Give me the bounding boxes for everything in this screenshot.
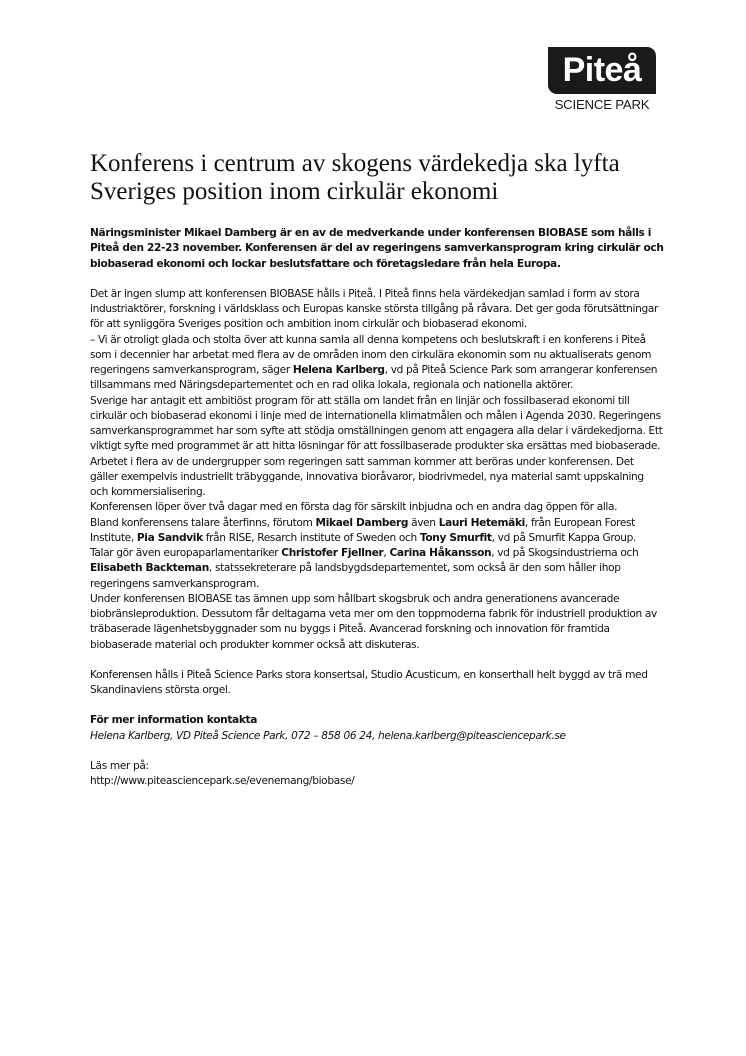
- person-name: Lauri Hetemäki: [438, 516, 525, 529]
- body-paragraph: [90, 333, 664, 394]
- body-paragraph: [90, 546, 664, 592]
- read-more-label: Läs mer på:: [90, 759, 149, 772]
- press-release-body: [90, 226, 664, 789]
- text-run: Det är ingen slump att konferensen BIOBASE hålls i Piteå. I Piteå finns hela värdekedjan samlad i form av stora industriaktörer, forskning i världsklass och Europas kanske största tillgång på råvara. Det ger goda förutsättningar för att synliggöra Sveriges position och ambition inom cirkulär och biobaserad ekonomi.: [90, 287, 659, 331]
- text-run: Sverige har antagit ett ambitiöst program för att ställa om landet från en linjär och fossilbaserad ekonomi till cirkulär och biobaserad ekonomi i linje med de internationella klimatmålen och målen i Agenda 2030. Regeringens samverkansprogrammet har som syfte att stödja omställningen genom att engagera alla delar i värdekedjorna. Ett viktigt syfte med programmet är att hitta lösningar för att fossilbaserade produkter ska ersättas med biobaserade.: [90, 394, 663, 453]
- text-run: Konferensen hålls i Piteå Science Parks stora konsertsal, Studio Acusticum, en konserthall helt byggd av trä med Skandinaviens största orgel.: [90, 668, 648, 696]
- contact-heading: För mer information kontakta: [90, 714, 258, 727]
- text-run: , från European Forest Institute,: [90, 516, 635, 544]
- body-paragraph: [90, 516, 664, 547]
- pitea-science-park-logo: [548, 47, 656, 112]
- headline: Konferens i centrum av skogens värdekedja ska lyfta Sveriges position inom cirkulär ekonomi: [90, 150, 620, 205]
- person-name: Carina Håkansson: [389, 547, 492, 559]
- text-run: , vd på Skogsindustrierna och: [491, 547, 639, 559]
- text-run: , vd på Smurfit Kappa Group.: [491, 531, 637, 544]
- text-run: Bland konferensens talare återfinns, förutom: [90, 516, 316, 529]
- lead-paragraph: Näringsminister Mikael Damberg är en av de medverkande under konferensen BIOBASE som hålls i Piteå den 22-23 november. Konferensen är del av regeringens samverkansprogram kring cirkulär och biobaserad ekonomi och lockar beslutsfattare och företagsledare från hela Europa.: [90, 227, 664, 270]
- person-name: Pia Sandvik: [136, 531, 203, 544]
- body-paragraph: [90, 455, 664, 501]
- person-name: Elisabeth Backteman: [90, 562, 209, 575]
- body-paragraph: [90, 287, 664, 333]
- body-paragraphs: [90, 287, 664, 699]
- contact-details: Helena Karlberg, VD Piteå Science Park, 072 – 858 06 24, helena.karlberg@piteasciencepark.se: [90, 729, 566, 742]
- read-more-link[interactable]: http://www.piteasciencepark.se/evenemang/biobase/: [90, 775, 355, 787]
- text-run: , vd på Piteå Science Park som arrangerar konferensen tillsammans med Näringsdepartementet och en rad olika lokala, regionala och nationella aktörer.: [90, 364, 658, 392]
- person-name: Helena Karlberg: [292, 364, 385, 376]
- logo-wordmark: Piteå: [548, 47, 656, 94]
- person-name: Mikael Damberg: [315, 516, 409, 529]
- body-paragraph: [90, 500, 664, 515]
- text-run: – Vi är otroligt glada och stolta över att kunna samla all denna kompetens och beslutskraft i en konferens i Piteå som i decennier har arbetat med flera av de områden inom den cirkulära ekonomin som nu aktualiserats genom regeringens samverkansprogram, säger: [90, 333, 652, 376]
- person-name: Tony Smurfit: [419, 531, 492, 544]
- body-paragraph: [90, 592, 664, 653]
- text-run: ,: [383, 547, 390, 559]
- logo-subtitle: SCIENCE PARK: [554, 97, 650, 112]
- text-run: även: [408, 516, 439, 529]
- body-paragraph: [90, 394, 664, 455]
- text-run: Konferensen löper över två dagar med en första dag för särskilt inbjudna och en andra dag öppen för alla.: [90, 501, 618, 514]
- person-name: Christofer Fjellner: [281, 547, 384, 559]
- text-run: , statssekreterare på landsbygdsdepartementet, som också är den som håller ihop regeringens samverkansprogram.: [90, 562, 621, 590]
- text-run: från RISE, Resarch institute of Sweden och: [202, 531, 420, 544]
- text-run: Arbetet i flera av de undergrupper som regeringen satt samman kommer att beröras under konferensen. Det gäller exempelvis industriellt träbyggande, innovativa bioråvaror, biodrivmedel, nya material samt uppskalning och kommersialisering.: [90, 455, 644, 498]
- text-run: Under konferensen BIOBASE tas ämnen upp som hållbart skogsbruk och andra generationens avancerade biobränsleproduktion. Dessutom får deltagarna veta mer om den toppmoderna fabrik för industriell produktion av träbaserade lägenhetsbyggnader som nu byggs i Piteå. Avancerad forskning och innovation för framtida biobaserade material och produkter kommer också att diskuteras.: [90, 592, 657, 651]
- text-run: Talar gör även europaparlamentariker: [90, 547, 282, 559]
- body-paragraph: [90, 668, 664, 699]
